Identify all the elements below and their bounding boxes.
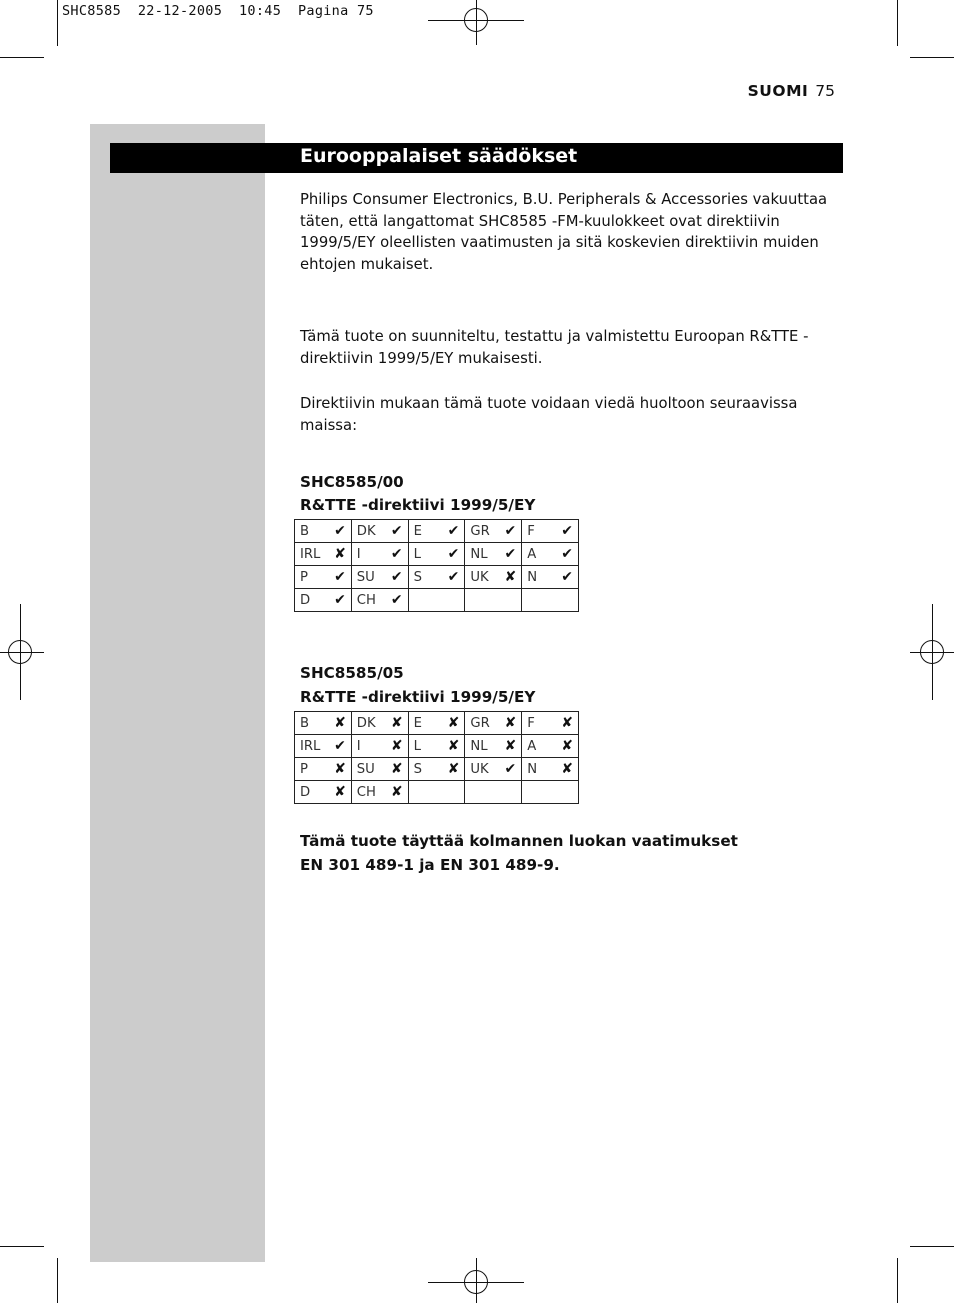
cross-mark-icon: ✘ [390,784,403,800]
country-code: B [300,715,310,731]
country-cell [351,712,408,735]
country-cell [295,589,352,612]
country-cell [295,543,352,566]
country-code: IRL [300,738,321,754]
country-code: S [413,569,422,585]
country-cell [351,543,408,566]
table-row [295,589,579,612]
country-code: F [527,523,535,539]
country-code: GR [470,715,490,731]
country-cell [351,566,408,589]
country-cell [295,758,352,781]
service-countries-paragraph: Direktiivin mukaan tämä tuote voidaan viedä huoltoon seuraavissa maissa: [300,395,798,434]
table-row [295,566,579,589]
registration-circle [920,640,944,664]
check-mark-icon: ✔ [390,592,403,608]
check-mark-icon: ✔ [334,738,346,754]
page-number: 75 [815,82,835,100]
country-code: L [413,738,421,754]
declaration-paragraph: Philips Consumer Electronics, B.U. Peripherals & Accessories vakuuttaa täten, että langattomat SHC8585 -FM-kuulokkeet ovat direktiivin 1999/5/EY oleellisten vaatimusten ja sitä koskevien direktiivin muiden ehtojen mukaiset. [300,191,828,274]
cross-mark-icon: ✘ [504,715,517,731]
table-row [295,735,579,758]
country-code: L [413,546,421,562]
country-cell [465,712,522,735]
table-directive-label: R&TTE -direktiivi 1999/5/EY [300,496,536,514]
table-row [295,543,579,566]
cross-mark-icon: ✘ [390,738,403,754]
country-cell [408,566,465,589]
country-cell [351,520,408,543]
cross-mark-icon: ✘ [334,761,346,777]
table-row [295,781,579,804]
country-cell [465,520,522,543]
country-cell [408,589,465,612]
country-cell [408,758,465,781]
country-code: I [356,546,361,562]
country-cell [408,781,465,804]
country-cell [351,589,408,612]
cross-mark-icon: ✘ [334,546,346,562]
check-mark-icon: ✔ [447,546,460,562]
registration-circle [8,640,32,664]
country-code: N [527,761,538,777]
crop-mark [57,1258,58,1303]
country-code: CH [356,784,376,800]
cross-mark-icon: ✘ [334,784,346,800]
country-table [294,711,579,804]
table-row [295,712,579,735]
country-cell [465,589,522,612]
country-code: SU [356,761,375,777]
country-cell [295,735,352,758]
country-code: SU [356,569,375,585]
check-mark-icon: ✔ [334,592,346,608]
check-mark-icon: ✔ [504,546,517,562]
conclusion-line: EN 301 489-1 ja EN 301 489-9. [300,856,560,874]
country-cell [522,712,579,735]
country-code: P [300,569,308,585]
table-model-label: SHC8585/05 [300,664,404,682]
registration-circle [464,8,488,32]
country-code: NL [470,738,488,754]
country-code: DK [356,715,376,731]
cross-mark-icon: ✘ [561,738,573,754]
running-head [748,82,835,100]
country-cell [522,543,579,566]
check-mark-icon: ✔ [447,523,460,539]
crop-mark [0,57,44,58]
cross-mark-icon: ✘ [390,715,403,731]
conclusion-line: Tämä tuote täyttää kolmannen luokan vaatimukset [300,832,738,850]
crop-mark [57,0,58,46]
country-cell [465,566,522,589]
country-cell [522,781,579,804]
country-cell [522,758,579,781]
check-mark-icon: ✔ [504,761,517,777]
country-cell [408,520,465,543]
registration-circle [464,1270,488,1294]
cross-mark-icon: ✘ [447,715,460,731]
country-cell [295,712,352,735]
country-code: UK [470,569,489,585]
print-slug: SHC8585 22-12-2005 10:45 Pagina 75 [62,3,374,19]
language-label: SUOMI [747,82,809,100]
check-mark-icon: ✔ [334,523,346,539]
country-code: A [527,738,537,754]
check-mark-icon: ✔ [334,569,346,585]
country-code: IRL [300,546,321,562]
country-code: P [300,761,308,777]
country-cell [295,520,352,543]
country-table [294,519,579,612]
crop-mark [910,1246,954,1247]
crop-mark [897,0,898,46]
table-row [295,520,579,543]
country-code: UK [470,761,489,777]
country-code: D [300,784,311,800]
cross-mark-icon: ✘ [561,715,573,731]
check-mark-icon: ✔ [561,569,573,585]
country-cell [522,520,579,543]
table-directive-label: R&TTE -direktiivi 1999/5/EY [300,688,536,706]
country-code: CH [356,592,376,608]
check-mark-icon: ✔ [504,523,517,539]
cross-mark-icon: ✘ [504,738,517,754]
section-title: Eurooppalaiset säädökset [300,145,578,167]
check-mark-icon: ✔ [390,569,403,585]
country-code: F [527,715,535,731]
check-mark-icon: ✔ [447,569,460,585]
country-code: A [527,546,537,562]
compliance-paragraph: Tämä tuote on suunniteltu, testattu ja valmistettu Euroopan R&TTE -direktiivin 1999/5/EY mukaisesti. [300,328,809,367]
country-code: DK [356,523,376,539]
country-code: E [413,715,422,731]
country-code: E [413,523,422,539]
country-cell [465,781,522,804]
table-model-label: SHC8585/00 [300,473,404,491]
country-cell [351,758,408,781]
country-cell [522,735,579,758]
crop-mark [897,1258,898,1303]
cross-mark-icon: ✘ [390,761,403,777]
country-code: B [300,523,310,539]
crop-mark [0,1246,44,1247]
country-code: GR [470,523,490,539]
grey-sidebar [90,124,265,1262]
country-cell [465,543,522,566]
country-code: N [527,569,538,585]
table-row [295,758,579,781]
country-cell [351,735,408,758]
country-code: I [356,738,361,754]
country-cell [465,735,522,758]
country-cell [295,781,352,804]
country-code: NL [470,546,488,562]
check-mark-icon: ✔ [561,546,573,562]
country-code: D [300,592,311,608]
country-cell [351,781,408,804]
country-code: S [413,761,422,777]
cross-mark-icon: ✘ [334,715,346,731]
cross-mark-icon: ✘ [504,569,517,585]
country-cell [408,543,465,566]
country-cell [408,712,465,735]
cross-mark-icon: ✘ [447,761,460,777]
country-cell [295,566,352,589]
country-cell [408,735,465,758]
check-mark-icon: ✔ [390,546,403,562]
crop-mark [910,57,954,58]
check-mark-icon: ✔ [561,523,573,539]
cross-mark-icon: ✘ [561,761,573,777]
cross-mark-icon: ✘ [447,738,460,754]
country-cell [522,589,579,612]
country-cell [522,566,579,589]
country-cell [465,758,522,781]
check-mark-icon: ✔ [390,523,403,539]
